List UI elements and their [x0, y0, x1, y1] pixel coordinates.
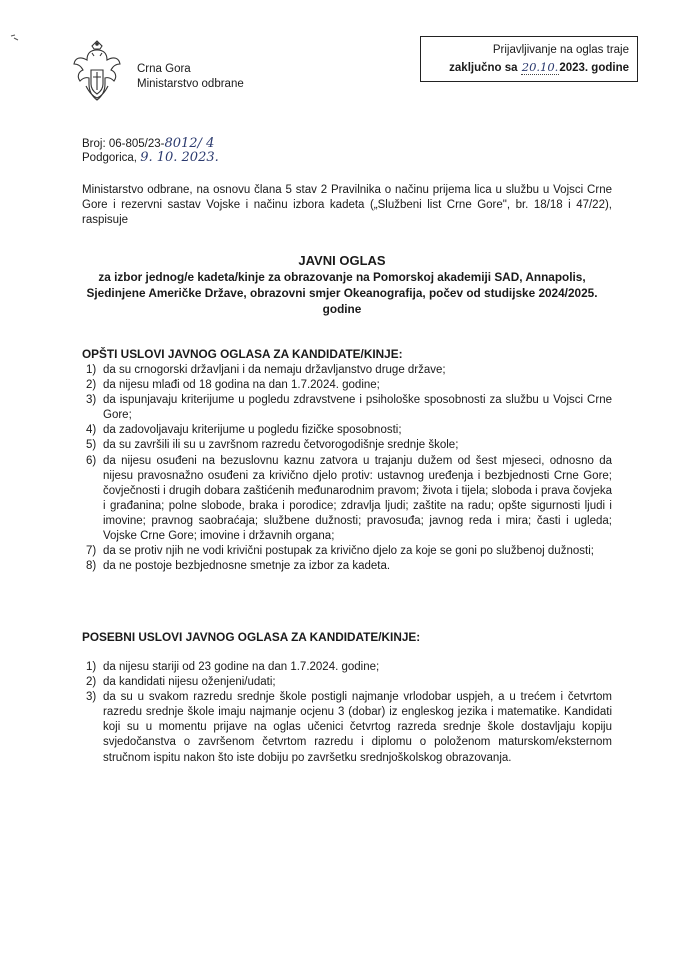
list-item	[86, 675, 612, 690]
deadline-box	[420, 36, 638, 82]
reference-number-handwritten: 8012/ 4	[164, 136, 215, 151]
item-number: 3)	[86, 691, 97, 704]
item-text: da su crnogorski državljani i da nemaju državljanstvo druge države;	[103, 364, 446, 376]
ministry-header	[137, 62, 244, 92]
item-number: 6)	[86, 454, 97, 467]
reference-date-handwritten: 9. 10. 2023.	[140, 150, 219, 165]
list-item	[86, 660, 612, 675]
item-text: da zadovoljavaju kriterijume u pogledu fizičke sposobnosti;	[103, 424, 402, 437]
list-item	[86, 393, 612, 423]
item-text: da ne postoje bezbjednosne smetnje za izbor za kadeta.	[103, 560, 391, 573]
list-item	[86, 559, 612, 574]
item-text: da se protiv njih ne vodi krivični postupak za krivično djelo za koje se goni po službenoj dužnosti;	[103, 545, 594, 558]
list-item	[86, 378, 612, 393]
item-number: 1)	[86, 364, 97, 376]
item-text: da ispunjavaju kriterijume u pogledu zdravstvene i psihološke sposobnosti za službu u Vojsci Crne Gore;	[103, 394, 612, 422]
item-text: da kandidati nijesu oženjeni/udati;	[103, 676, 276, 689]
deadline-date-handwritten: 20.10.	[521, 60, 559, 74]
list-item	[86, 544, 612, 559]
item-text: da nijesu stariji od 23 godine na dan 1.7.2024. godine;	[103, 661, 380, 673]
document-reference	[82, 137, 219, 165]
item-number: 2)	[86, 676, 97, 689]
deadline-prefix: zaključno sa	[449, 62, 521, 74]
deadline-line-2	[421, 59, 629, 77]
general-conditions-heading: OPŠTI USLOVI JAVNOG OGLASA ZA KANDIDATE/KINJE:	[82, 347, 403, 361]
announcement-title	[70, 252, 614, 317]
reference-number	[82, 137, 219, 151]
coat-of-arms-icon	[72, 40, 122, 104]
reference-number-label: Broj: 06-805/23-	[82, 138, 165, 150]
title-subtitle: za izbor jednog/e kadeta/kinje za obrazovanje na Pomorskoj akademiji SAD, Annapolis, Sjedinjene Američke Države, obrazovni smjer Okeanografija, počev od studijske 2024/2025. godine	[86, 270, 598, 316]
item-number: 7)	[86, 545, 97, 558]
list-item	[86, 438, 612, 453]
reference-place-date	[82, 151, 219, 165]
scan-mark-icon	[10, 34, 20, 42]
item-text: da nijesu osuđeni na bezuslovnu kaznu zatvora u trajanju dužem od šest mjeseci, odnosno da nijesu pravosnažno osuđeni za krivično djelo protiv: ustavnog uređenja i bezbjednosti Crne Gore; čovječnosti i drugih dobara zaštićenih međunarodnim pravom; života i tijela; sloboda i prava čovjeka i građanina; polne slobode, braka i porodice; zdravlja ljudi; zaštite na radu; opšte sigurnosti ljudi i imovine; pravnog saobraćaja; službene dužnosti; pravosuđa; javnog reda i mira; časti i ugleda; Vojske Crne Gore; imovine i državnih organa;	[103, 454, 612, 543]
title-main: JAVNI OGLAS	[298, 253, 386, 268]
item-text: da su završili ili su u završnom razredu četvorogodišnje srednje škole;	[103, 439, 459, 452]
item-number: 8)	[86, 560, 97, 573]
intro-paragraph: Ministarstvo odbrane, na osnovu člana 5 stav 2 Pravilnika o načinu prijema lica u službu u Vojsci Crne Gore i rezervni sastav Vojske i načinu izbora kadeta („Službeni list Crne Gore", br. 18/18 i 47/22), raspisuje	[82, 184, 612, 227]
special-conditions-list	[86, 660, 612, 766]
item-number: 1)	[86, 661, 97, 673]
item-number: 3)	[86, 394, 97, 407]
country-name: Crna Gora	[137, 63, 191, 75]
deadline-line-1: Prijavljivanje na oglas traje	[492, 44, 629, 56]
item-text: da nijesu mlađi od 18 godina na dan 1.7.2024. godine;	[103, 379, 380, 392]
list-item	[86, 454, 612, 545]
reference-place-label: Podgorica,	[82, 152, 141, 164]
deadline-suffix: 2023. godine	[559, 62, 629, 74]
ministry-name: Ministarstvo odbrane	[137, 78, 244, 90]
item-number: 5)	[86, 439, 97, 452]
item-text: da su u svakom razredu srednje škole postigli najmanje vrlodobar uspjeh, a u trećem i četvrtom razredu srednje škole imaju najmanje ocjenu 3 (dobar) iz engleskog jezika i matematike. Kandidati koji su u momentu prijave na oglas učenici četvrtog razreda srednje škole dostavljaju kopiju svjedočanstva o završenom četvrtom razredu i diplomu o položenom maturskom/eksternom stručnom ispitu nakon što iste dobiju po završetku srednjoškolskog obrazovanja.	[103, 691, 612, 764]
list-item	[86, 423, 612, 438]
general-conditions-list	[86, 363, 612, 574]
item-number: 2)	[86, 379, 97, 392]
special-conditions-heading: POSEBNI USLOVI JAVNOG OGLASA ZA KANDIDATE/KINJE:	[82, 630, 421, 644]
list-item	[86, 690, 612, 765]
list-item	[86, 363, 612, 378]
item-number: 4)	[86, 424, 97, 437]
